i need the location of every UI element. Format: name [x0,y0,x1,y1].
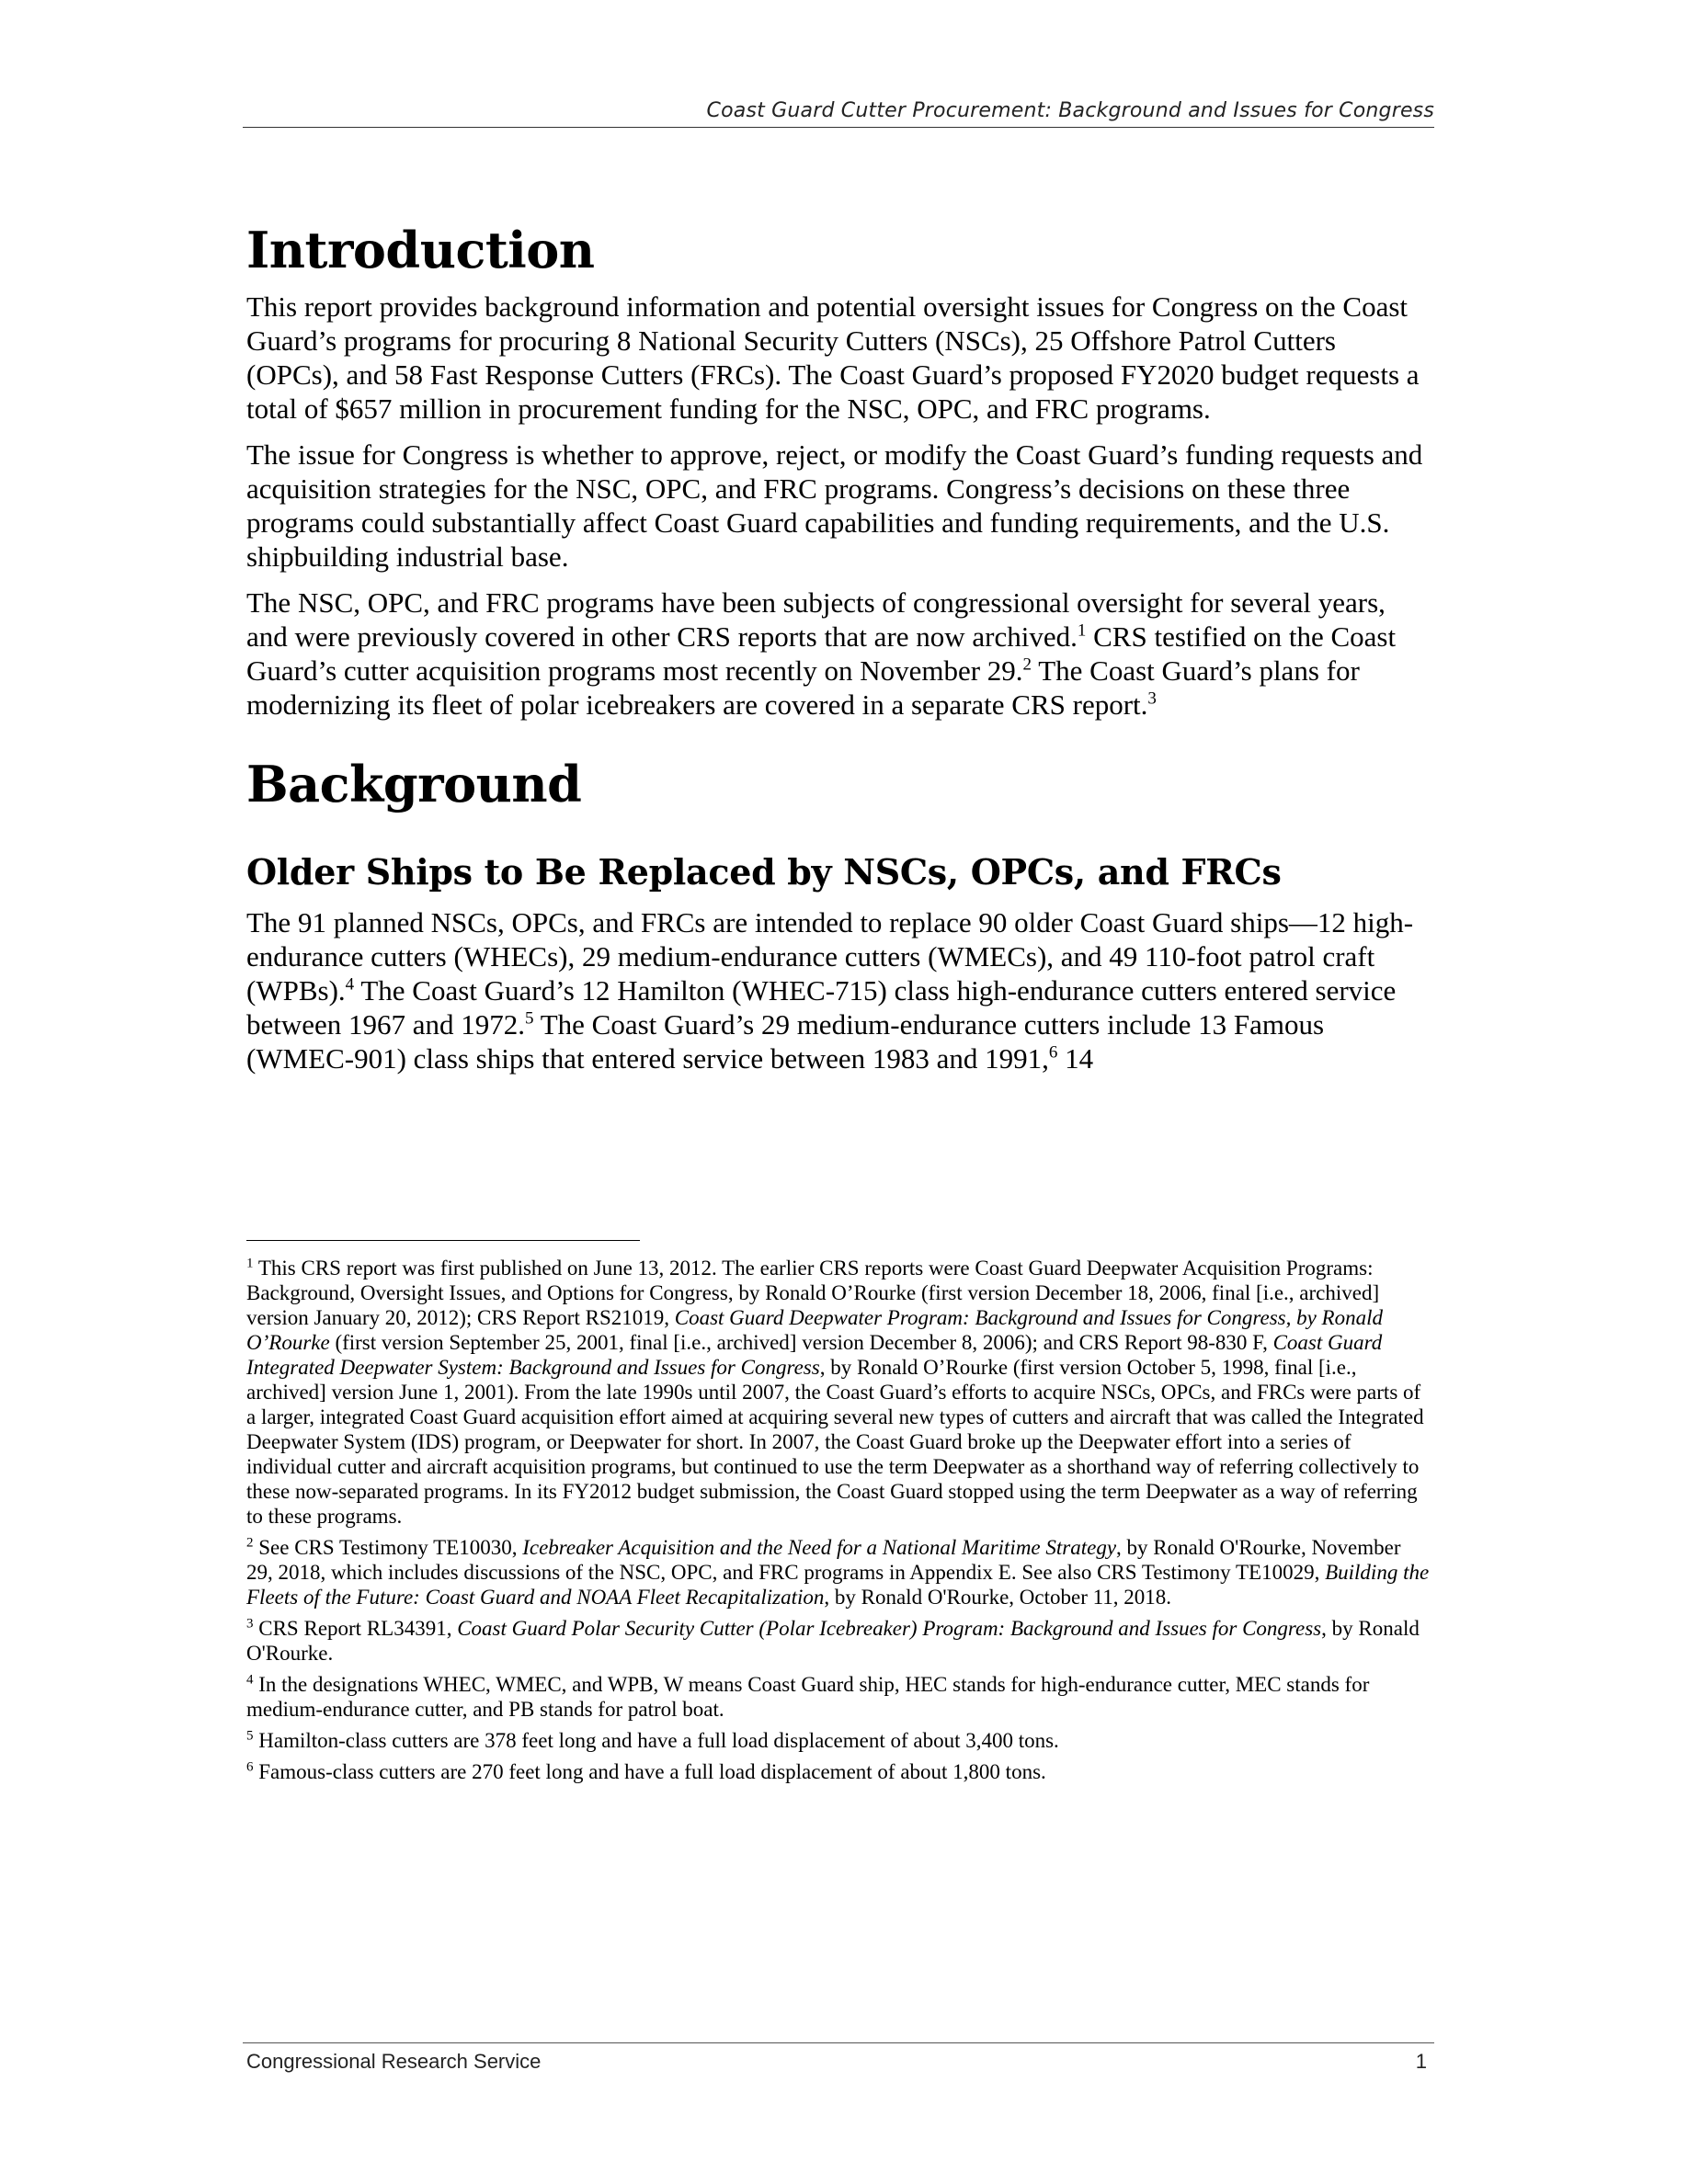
text-run: The Coast Guard’s 12 Hamilton (WHEC-715) class high-endurance cutters entered service between 1967 and 1972. [246,974,1397,1041]
introduction-heading: Introduction [246,221,595,279]
footnote-ref-5[interactable]: 5 [525,1008,534,1029]
footnote-number: 6 [246,1759,254,1775]
footnote-ref-3[interactable]: 3 [1147,688,1157,709]
text-run: In the designations WHEC, WMEC, and WPB, W means Coast Guard ship, HEC stands for high-endurance cutter, MEC stands for medium-endurance cutter, and PB stands for patrol boat. [246,1673,1370,1721]
footnote-ref-4[interactable]: 4 [345,974,355,995]
footnote-4 [246,1672,1432,1722]
report-title: Building the Fleets of the Future: Coast Guard and NOAA Fleet Recapitalization [246,1561,1430,1609]
footnote-1 [246,1256,1432,1529]
footnote-2 [246,1535,1432,1610]
intro-paragraph-2: The issue for Congress is whether to approve, reject, or modify the Coast Guard’s funding requests and acquisition strategies for the NSC, OPC, and FRC programs. Congress’s decisions on these three programs could substantially affect Coast Guard capabilities and funding requirements, and the U.S. shipbuilding industrial base. [246,438,1423,573]
text-run: CRS Report RL34391, [253,1617,458,1640]
text-run: , by Ronald O’Rourke (first version October 5, 1998, final [i.e., archived] version June 1, 2001). From the late 1990s until 2007, the Coast Guard’s efforts to acquire NSCs, OPCs, and FRCs were parts of a larger, integrated Coast Guard acquisition effort aimed at acquiring several new types of cutters and aircraft that was called the Integrated Deepwater System (IDS) program, or Deepwater for short. In 2007, the Coast Guard broke up the Deepwater effort into a series of individual cutter and aircraft acquisition programs, but continued to use the term Deepwater as a shorthand way of referring collectively to these now-separated programs. In its FY2012 budget submission, the Coast Guard stopped using the term Deepwater as a way of referring to these programs. [246,1356,1424,1528]
background-heading: Background [246,754,582,813]
text-run: Famous-class cutters are 270 feet long and have a full load displacement of about 1,800 tons. [253,1760,1046,1783]
page-number: 1 [1415,2050,1427,2073]
footnote-ref-2[interactable]: 2 [1022,654,1032,675]
footnote-number: 4 [246,1672,254,1688]
report-title: Coast Guard Integrated Deepwater System: Background and Issues for Congress [246,1331,1383,1379]
intro-paragraph-3 [246,586,1432,722]
running-header: Coast Guard Cutter Procurement: Background and Issues for Congress [706,99,1434,122]
footnote-divider [246,1240,640,1241]
text-run: The NSC, OPC, and FRC programs have been subjects of congressional oversight for several years, and were previously covered in other CRS reports that are now archived. [246,586,1386,653]
footnote-ref-1[interactable]: 1 [1077,620,1087,641]
text-run: The 91 planned NSCs, OPCs, and FRCs are intended to replace 90 older Coast Guard ships—12 high-endurance cutters (WHECs), 29 medium-endurance cutters (WMECs), and 49 110-foot patrol craft (WPBs). [246,906,1414,1007]
footnote-5 [246,1728,1432,1753]
footnotes-section [246,1256,1432,1791]
text-run: , by Ronald O'Rourke. [246,1617,1420,1665]
footnote-number: 5 [246,1728,254,1744]
text-run: , by Ronald O'Rourke, October 11, 2018. [824,1586,1171,1609]
footnote-number: 3 [246,1616,254,1632]
footnote-number: 1 [246,1256,254,1271]
text-run: This CRS report was first published on June 13, 2012. The earlier CRS reports were Coast Guard Deepwater Acquisition Programs: Background, Oversight Issues, and Options for Congress, by Ronald O’Rourke (first version December 18, 2006, final [i.e., archived] version January 20, 2012); CRS Report RS21019, [246,1257,1380,1329]
text-run: The Coast Guard’s 29 medium-endurance cutters include 13 Famous (WMEC-901) class ships that entered service between 1983 and 1991, [246,1008,1325,1075]
footnote-number: 2 [246,1535,254,1551]
text-run: 14 [1057,1042,1094,1075]
text-run: CRS testified on the Coast Guard’s cutter acquisition programs most recently on November 29. [246,620,1397,687]
older-ships-subheading: Older Ships to Be Replaced by NSCs, OPCs, and FRCs [246,850,1282,893]
background-paragraph-1 [246,905,1432,1075]
text-run: , by Ronald O'Rourke, November 29, 2018, which includes discussions of the NSC, OPC, and FRC programs in Appendix E. See also CRS Testimony TE10029, [246,1536,1401,1584]
main-content [246,221,1432,1087]
header-divider [243,127,1434,128]
text-run: The Coast Guard’s plans for modernizing its fleet of polar icebreakers are covered in a separate CRS report. [246,654,1360,721]
footer-publisher: Congressional Research Service [246,2050,542,2073]
text-run: Hamilton-class cutters are 378 feet long and have a full load displacement of about 3,400 tons. [253,1729,1059,1752]
footnote-6 [246,1759,1432,1784]
report-title: Icebreaker Acquisition and the Need for a National Maritime Strategy [522,1536,1117,1559]
text-run: See CRS Testimony TE10030, [253,1536,523,1559]
footnote-ref-6[interactable]: 6 [1048,1042,1058,1063]
report-title: Coast Guard Deepwater Program: Background and Issues for Congress, by Ronald O’Rourke [246,1306,1383,1354]
report-title: Coast Guard Polar Security Cutter (Polar Icebreaker) Program: Background and Issues for Congress [457,1617,1322,1640]
intro-paragraph-1: This report provides background information and potential oversight issues for Congress on the Coast Guard’s programs for procuring 8 National Security Cutters (NSCs), 25 Offshore Patrol Cutters (OPCs), and 58 Fast Response Cutters (FRCs). The Coast Guard’s proposed FY2020 budget requests a total of $657 million in procurement funding for the NSC, OPC, and FRC programs. [246,290,1420,425]
footnote-3 [246,1616,1432,1666]
footer-divider [243,2042,1434,2043]
text-run: (first version September 25, 2001, final [i.e., archived] version December 8, 2006); and CRS Report 98-830 F, [329,1331,1273,1354]
